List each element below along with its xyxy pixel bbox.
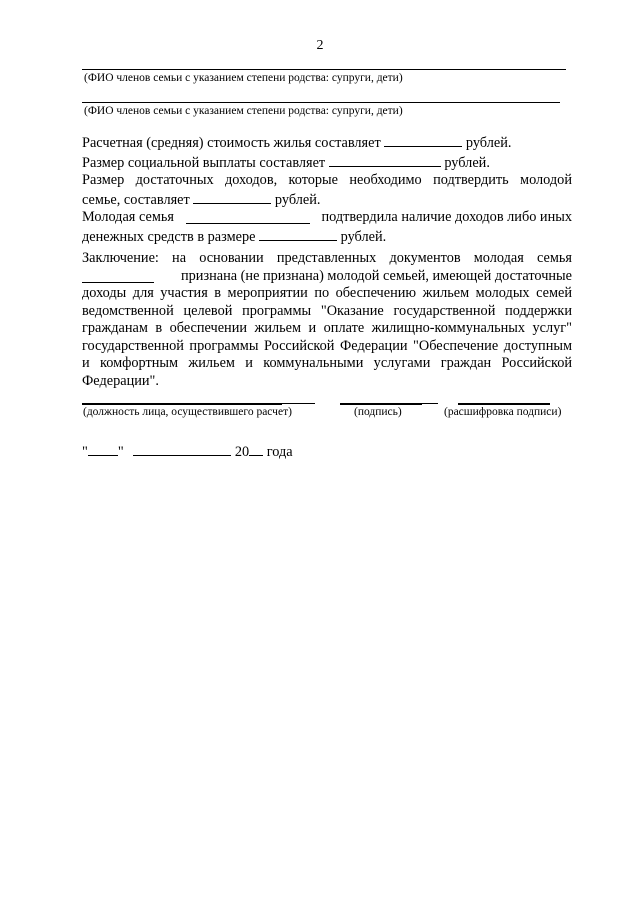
month-blank[interactable]: [133, 442, 231, 456]
signature-caption: (подпись): [354, 406, 402, 418]
conclusion-line-3: доходы для участия в мероприятии по обеспечению жильем молодых семей: [82, 285, 572, 301]
family-members-fill-line-1[interactable]: [82, 69, 566, 70]
family-members-fill-line-2[interactable]: [82, 102, 560, 103]
conclusion-line-1: Заключение: на основании представленных документов молодая семья: [82, 250, 572, 266]
signature-line-tail: [422, 403, 438, 404]
year-blank[interactable]: [249, 442, 263, 456]
cost-line: Расчетная (средняя) стоимость жилья составляет рублей.: [82, 135, 512, 151]
page-number: 2: [316, 38, 324, 53]
payment-blank[interactable]: [329, 153, 441, 167]
conclusion-line-8: Федерации".: [82, 372, 159, 389]
funds-line: денежных средств в размере рублей.: [82, 228, 387, 245]
family-members-caption-2: (ФИО членов семьи с указанием степени родства: супруги, дети): [84, 105, 403, 117]
conclusion-block: [82, 250, 572, 390]
cost-blank[interactable]: [384, 133, 462, 147]
decoding-caption: (расшифровка подписи): [444, 406, 562, 418]
position-signature-line-tail: [282, 403, 315, 404]
conclusion-line-7: и комфортным жильем и коммунальными услугами граждан Российской: [82, 355, 572, 371]
family-members-caption-1: (ФИО членов семьи с указанием степени родства: супруги, дети): [84, 72, 403, 84]
income-line-2: семье, составляет рублей.: [82, 191, 321, 208]
conclusion-line-6: государственной программы Российской Федерации "Обеспечение доступным: [82, 337, 572, 354]
day-blank[interactable]: [88, 442, 118, 456]
income-blank[interactable]: [193, 190, 271, 204]
conclusion-line-2: признана (не признана) молодой семьей, имеющей достаточные: [82, 268, 572, 286]
family-name-blank[interactable]: [186, 210, 310, 224]
conclusion-line-5: гражданам в обеспечении жильем и оплате жилищно-коммунальных услуг": [82, 320, 572, 336]
date-line: " " 20 года: [82, 444, 293, 460]
position-signature-line[interactable]: [82, 403, 282, 405]
conclusion-line-4: ведомственной целевой программы "Оказание государственной поддержки: [82, 302, 572, 319]
decoding-signature-line[interactable]: [458, 403, 550, 405]
family-line: Молодая семья подтвердила наличие доходов либо иных: [82, 209, 572, 225]
payment-line: Размер социальной выплаты составляет рублей.: [82, 154, 490, 171]
funds-blank[interactable]: [259, 227, 337, 241]
position-caption: (должность лица, осуществившего расчет): [83, 406, 292, 418]
signature-line[interactable]: [340, 403, 422, 405]
income-line-1: Размер достаточных доходов, которые необходимо подтвердить молодой: [82, 172, 572, 188]
calculation-block: [82, 133, 572, 246]
conclusion-family-blank[interactable]: [82, 269, 154, 283]
